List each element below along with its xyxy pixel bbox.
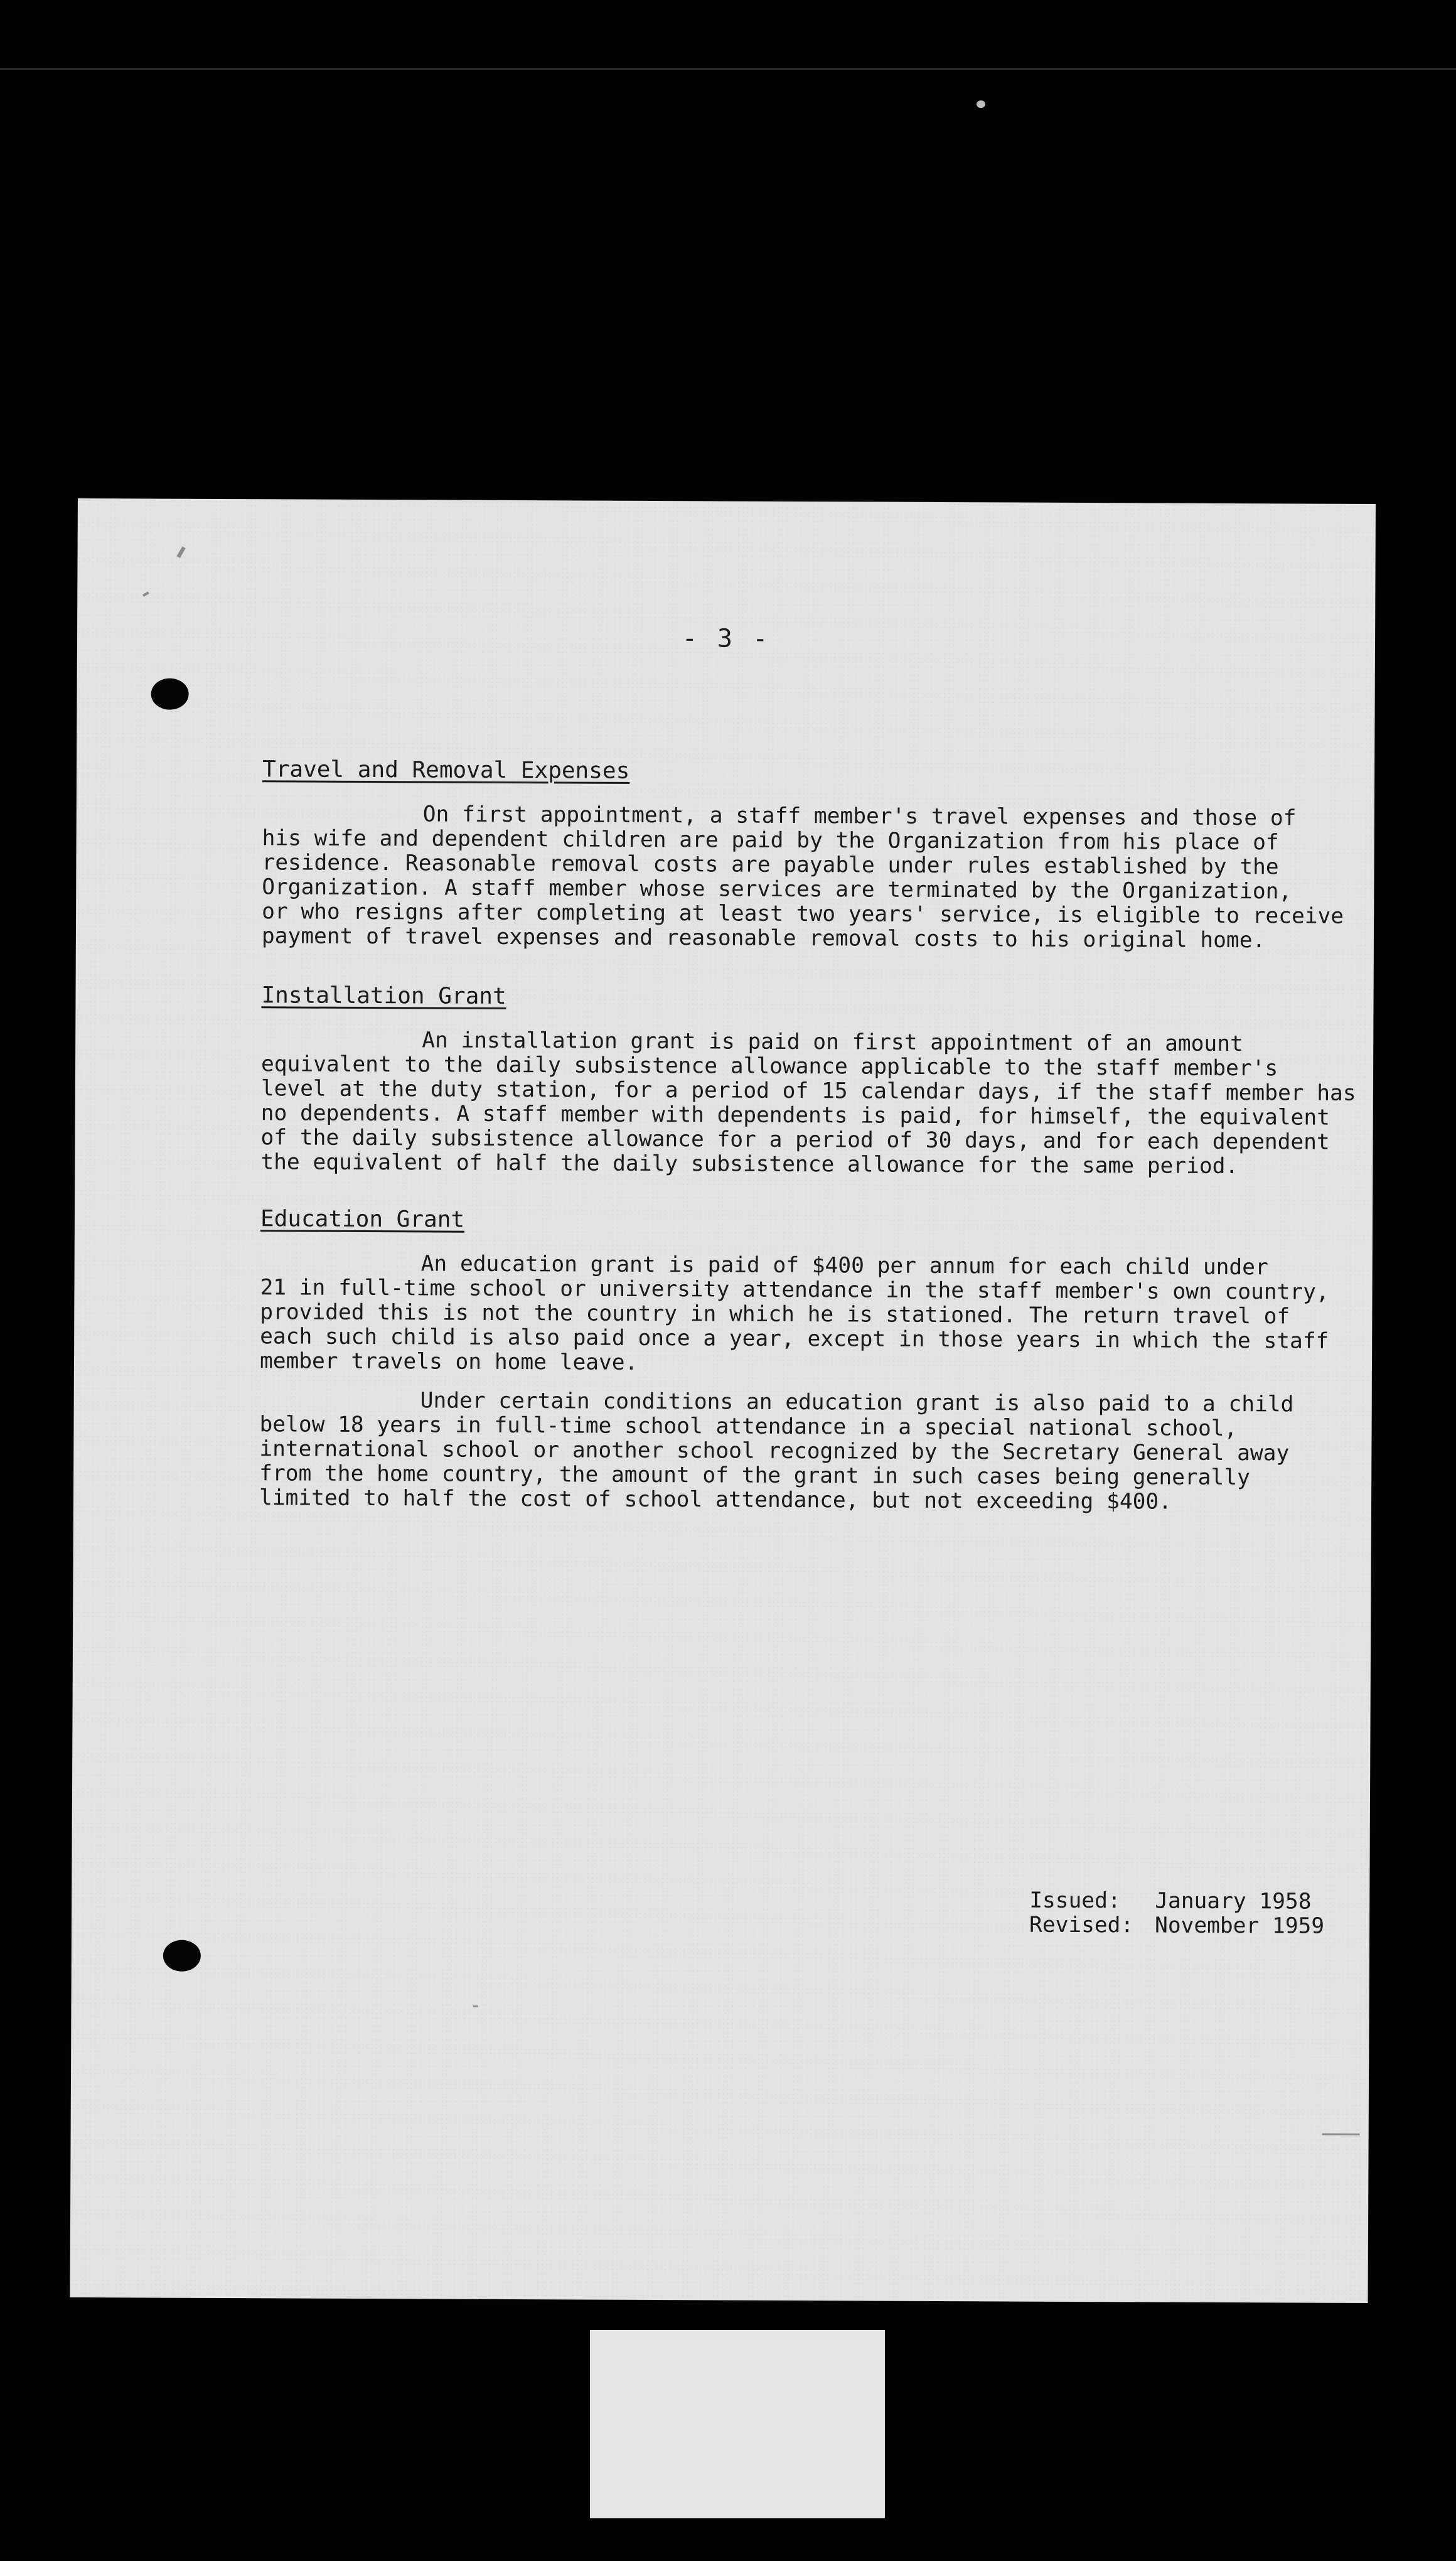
revised-label: Revised: <box>1029 1912 1134 1938</box>
issued-value: January 1958 <box>1155 1888 1312 1914</box>
text-line: no dependents. A staff member with dependents is paid, for himself, the equivalent <box>260 1100 1330 1130</box>
text-line: An education grant is paid of $400 per annum for each child under <box>420 1251 1268 1280</box>
text-line: international school or another school recognized by the Secretary General away <box>259 1436 1290 1466</box>
issued-row <box>1029 1889 1324 1914</box>
text-line: 21 in full-time school or university attendance in the staff member's own country, <box>260 1275 1329 1305</box>
text-line: from the home country, the amount of the grant in such cases being generally <box>259 1461 1250 1491</box>
paragraph-education-1 <box>259 1251 1329 1378</box>
text-line: level at the duty station, for a period of 15 calendar days, if the staff member has <box>260 1076 1356 1106</box>
revised-row <box>1029 1913 1324 1939</box>
text-line: each such child is also paid once a year, except in those years in which the staff <box>260 1324 1329 1354</box>
blank-card <box>590 2330 885 2518</box>
section-heading-installation: Installation Grant <box>261 982 506 1009</box>
paragraph-education-2 <box>259 1388 1294 1515</box>
text-line: Organization. A staff member whose services are terminated by the Organization, <box>262 874 1292 905</box>
punch-hole-top <box>151 679 189 710</box>
page-number: - 3 - <box>682 624 771 653</box>
text-line: limited to half the cost of school attendance, but not exceeding $400. <box>259 1485 1172 1515</box>
dust-speck <box>977 100 985 108</box>
page-mark <box>177 546 186 558</box>
text-line: residence. Reasonable removal costs are payable under rules established by the <box>262 850 1279 880</box>
page-mark <box>1322 2134 1360 2135</box>
issue-dates <box>1029 1889 1324 1939</box>
text-line: payment of travel expenses and reasonable removal costs to his original home. <box>261 923 1266 953</box>
paragraph-travel <box>261 802 1344 953</box>
text-line: member travels on home leave. <box>259 1348 638 1375</box>
paragraph-installation <box>260 1028 1356 1179</box>
text-line: equivalent to the daily subsistence allowance applicable to the staff member's <box>260 1051 1278 1082</box>
text-line: below 18 years in full-time school attendance in a special national school, <box>259 1412 1238 1442</box>
text-line: of the daily subsistence allowance for a period of 30 days, and for each dependent <box>260 1125 1330 1155</box>
page-mark <box>473 2005 478 2007</box>
section-heading-education: Education Grant <box>260 1206 465 1233</box>
text-line: On first appointment, a staff member's travel expenses and those of <box>422 802 1297 831</box>
text-line: his wife and dependent children are paid by the Organization from his place of <box>262 825 1279 856</box>
issued-label: Issued: <box>1029 1887 1121 1914</box>
text-line: Under certain conditions an education grant is also paid to a child <box>420 1388 1294 1417</box>
page-mark <box>142 591 149 596</box>
text-line: the equivalent of half the daily subsistence allowance for the same period. <box>260 1149 1239 1179</box>
text-line: provided this is not the country in which he is stationed. The return travel of <box>260 1299 1290 1329</box>
text-line: An installation grant is paid on first appointment of an amount <box>422 1028 1243 1057</box>
section-heading-travel: Travel and Removal Expenses <box>262 756 630 784</box>
revised-value: November 1959 <box>1155 1913 1325 1939</box>
scan-edge-line <box>0 68 1456 70</box>
document-page <box>70 498 1375 2303</box>
punch-hole-bottom <box>163 1940 201 1972</box>
text-line: or who resigns after completing at least two years' service, is eligible to receive <box>262 899 1344 929</box>
